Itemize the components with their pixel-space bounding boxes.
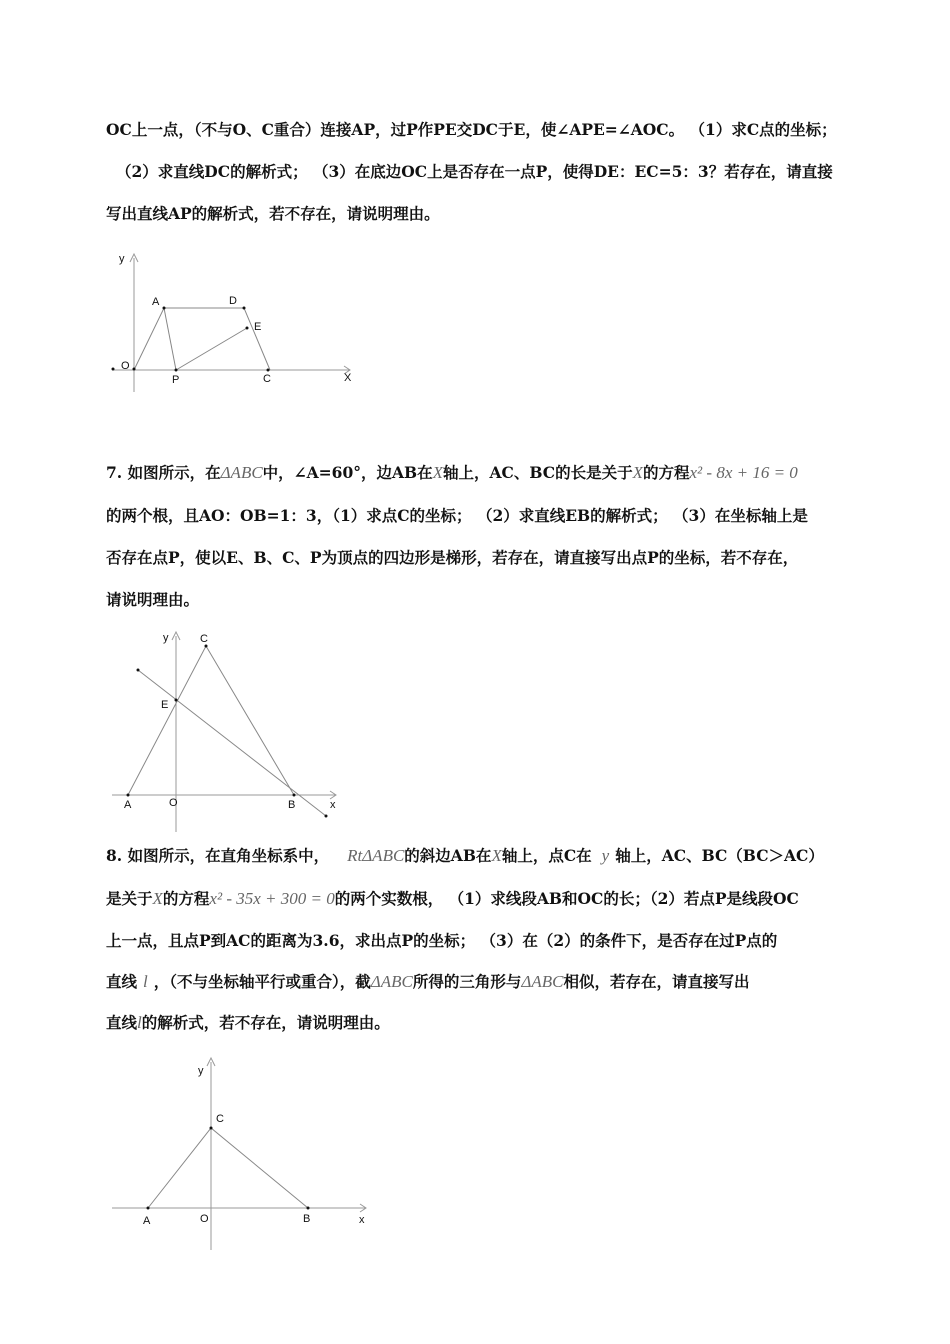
problem8-line4-rest: 相似，若存在，请直接写出 bbox=[563, 972, 750, 991]
quadratic-equation: x² - 8x + 16 = 0 bbox=[689, 463, 798, 482]
problem7-line1-mid3: 的方程 bbox=[643, 463, 690, 482]
problem8-line4-prefix: 直线 bbox=[106, 972, 138, 991]
variable-l: l bbox=[137, 1013, 142, 1032]
label-O: O bbox=[169, 797, 178, 809]
point-C bbox=[210, 1127, 213, 1130]
problem6-line3: 写出直线AP的解析式，若不存在，请说明理由。 bbox=[106, 204, 440, 223]
label-y: y bbox=[119, 253, 125, 265]
problem8-line5-prefix: 直线 bbox=[106, 1013, 138, 1032]
problem8-line4-mid2: 所得的三角形与 bbox=[412, 972, 522, 991]
triangle-ABC-symbol: ΔABC bbox=[220, 463, 263, 482]
problem8-line1-mid2: 轴上，点C在 bbox=[501, 846, 592, 865]
problem7-line1-mid1: 中，∠A=60°，边AB在 bbox=[262, 463, 433, 482]
label-E: E bbox=[254, 321, 262, 333]
label-y: y bbox=[198, 1065, 204, 1077]
label-P: P bbox=[172, 374, 180, 386]
label-O: O bbox=[200, 1213, 209, 1225]
label-x: x bbox=[330, 799, 336, 811]
problem8-line1-mid1: 的斜边AB在 bbox=[404, 846, 492, 865]
problem6-line1: OC上一点，（不与O、C重合）连接AP，过P作PE交DC于E，使∠APE=∠AOC。 （1）求C点的坐标； bbox=[106, 120, 837, 139]
problem7-line4: 请说明理由。 bbox=[106, 590, 200, 609]
problem7-line3: 否存在点P，使以E、B、C、P为顶点的四边形是梯形，若存在，请直接写出点P的坐标，若不存在， bbox=[106, 548, 799, 567]
label-C: C bbox=[263, 373, 271, 385]
point-B bbox=[307, 1207, 310, 1210]
right-triangle-ABC-symbol: RtΔABC bbox=[347, 846, 405, 865]
label-C: C bbox=[200, 633, 208, 645]
variable-x: X bbox=[491, 846, 502, 865]
problem8-line5-rest: 的解析式，若不存在，请说明理由。 bbox=[141, 1013, 390, 1032]
label-B: B bbox=[303, 1213, 311, 1225]
problem8-line2-mid1: 的方程 bbox=[162, 889, 210, 908]
label-C: C bbox=[216, 1113, 224, 1125]
label-A: A bbox=[143, 1215, 151, 1227]
label-x: x bbox=[359, 1214, 365, 1226]
variable-x: X bbox=[632, 463, 643, 482]
label-x: X bbox=[344, 372, 352, 384]
label-A: A bbox=[152, 296, 160, 308]
problem7-line1-prefix: 7. 如图所示，在 bbox=[106, 463, 221, 482]
problem8-line3: 上一点，且点P到AC的距离为3.6，求出点P的坐标； （3）在（2）的条件下，是否存在过P点的 bbox=[106, 931, 778, 950]
variable-x: X bbox=[432, 463, 444, 482]
label-B: B bbox=[288, 799, 296, 811]
problem7-line1-mid2: 轴上，AC、BC的长是关于 bbox=[443, 463, 633, 482]
label-D: D bbox=[229, 295, 237, 307]
triangle-ABC-symbol: ΔABC bbox=[370, 972, 413, 991]
label-A: A bbox=[124, 799, 132, 811]
variable-x: X bbox=[152, 889, 163, 908]
triangle-ABC-symbol: ΔABC bbox=[521, 972, 564, 991]
right-triangle-ABC bbox=[148, 1128, 308, 1208]
label-E: E bbox=[161, 699, 169, 711]
problem8-line2-rest: 的两个实数根， （1）求线段AB和OC的长；（2）若点P是线段OC bbox=[334, 889, 799, 908]
point-A bbox=[147, 1207, 150, 1210]
variable-y: y bbox=[601, 846, 610, 865]
label-O: O bbox=[121, 360, 130, 372]
problem8-line2-prefix: 是关于 bbox=[106, 889, 153, 908]
problem8-line1-prefix: 8. 如图所示，在直角坐标系中， bbox=[106, 846, 330, 865]
problem8-line4-mid1: ，（不与坐标轴平行或重合），截 bbox=[153, 972, 371, 991]
problem6-line2: （2）求直线DC的解析式； （3）在底边OC上是否存在一点P，使得DE：EC=5：3？若存在，请直接 bbox=[116, 162, 833, 181]
problem8-line1-mid3: 轴上，AC、BC（BC＞AC） bbox=[615, 846, 824, 865]
quadratic-equation: x² - 35x + 300 = 0 bbox=[209, 889, 335, 908]
label-y: y bbox=[163, 632, 169, 644]
problem7-line2: 的两个根，且AO：OB=1：3，（1）求点C的坐标； （2）求直线EB的解析式； （3）在坐标轴上是 bbox=[106, 506, 808, 525]
variable-l: l bbox=[143, 972, 148, 991]
